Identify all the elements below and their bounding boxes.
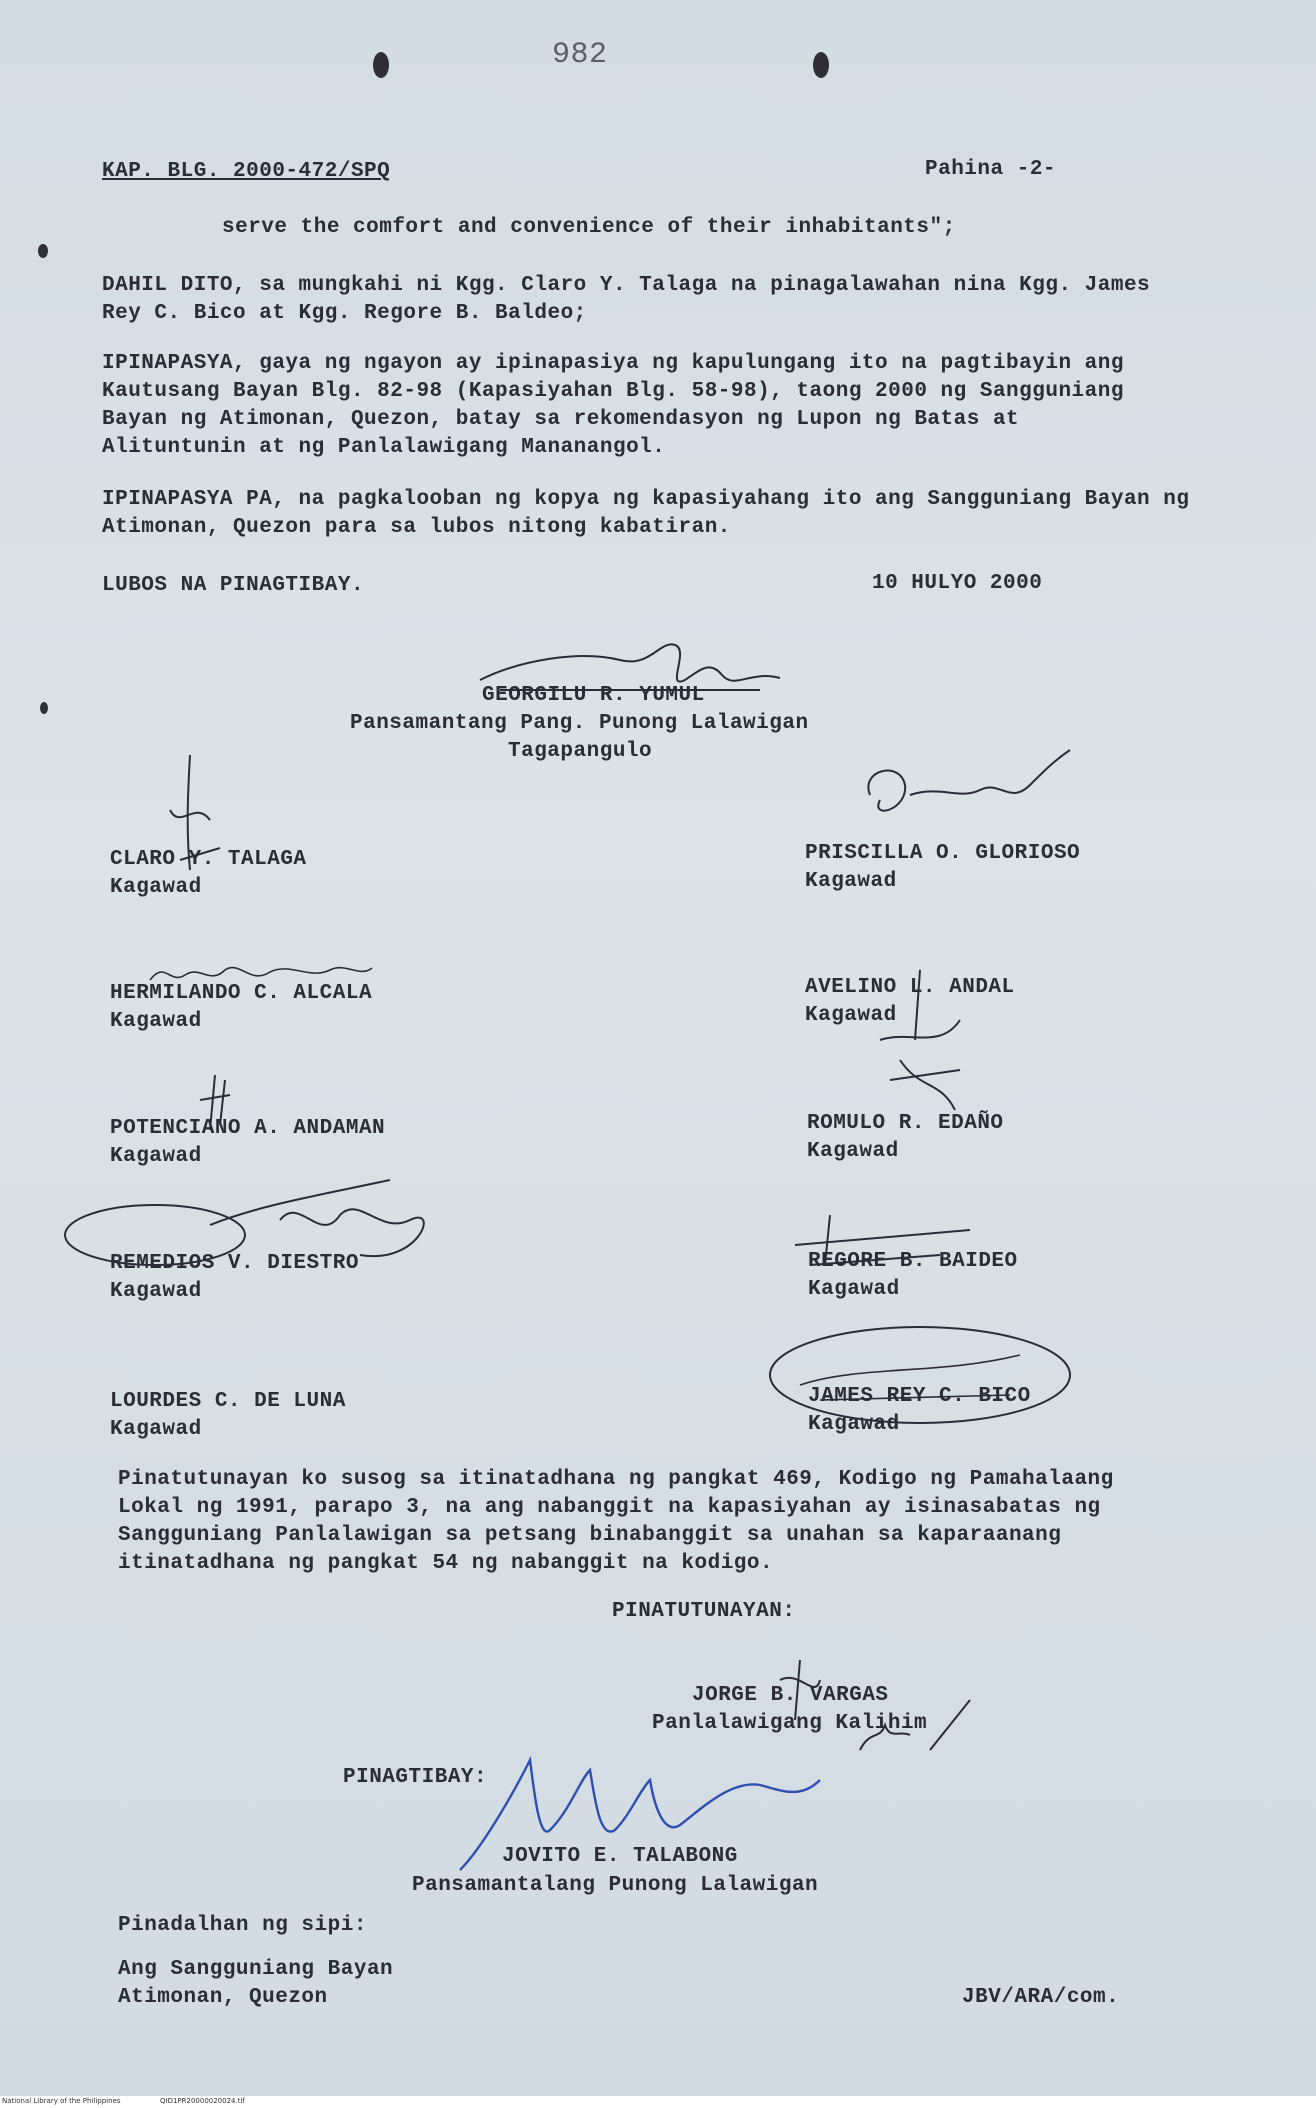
punch-hole-right (813, 52, 829, 78)
copy-recipient-line2: Atimonan, Quezon (118, 1986, 328, 2009)
member-role: Kagawad (805, 1004, 897, 1027)
member-name: PRISCILLA O. GLORIOSO (805, 842, 1081, 865)
certification-paragraph: Pinatutunayan ko susog sa itinatadhana ng pangkat 469, Kodigo ng Pamahalaang Lokal ng 1991, parapo 3, na ang nabanggit na kapasiyahan ay isinasabatas ng Sangguniang Panlalawigan sa petsang binabanggit sa unahan sa kaparaanang itinatadhana ng pangkat 54 ng nabanggit na kodigo. (118, 1468, 1114, 1575)
typist-initials: JBV/ARA/com. (962, 1986, 1120, 2009)
member-name: AVELINO L. ANDAL (805, 976, 1015, 999)
approved-title: Pansamantalang Punong Lalawigan (412, 1874, 819, 1897)
copy-furnished-label: Pinadalhan ng sipi: (118, 1914, 367, 1937)
page-label: Pahina -2- (925, 158, 1057, 181)
member-role: Kagawad (110, 876, 202, 899)
member-role: Kagawad (808, 1413, 900, 1436)
approval-label: LUBOS NA PINAGTIBAY. (102, 574, 365, 597)
paragraph-dahil-dito: DAHIL DITO, sa mungkahi ni Kgg. Claro Y. Talaga na pinagalawahan nina Kgg. James Rey C. Bico at Kgg. Regore B. Baldeo; (102, 274, 1151, 325)
footer-source: National Library of the Philippines (2, 2097, 121, 2105)
approved-label: PINAGTIBAY: (343, 1766, 488, 1789)
approved-name: JOVITO E. TALABONG (502, 1845, 738, 1868)
punch-hole-left (373, 52, 389, 78)
paragraph-ipinapasya: IPINAPASYA, gaya ng ngayon ay ipinapasiya ng kapulungang ito na pagtibayin ang Kautusang Bayan Blg. 82-98 (Kapasiyahan Blg. 58-98), taong 2000 ng Sangguniang Bayan ng Atimonan, Quezon, batay sa rekomendasyon ng Lupon ng Batas at Alituntunin at ng Panlalawigang Mananangol. (102, 352, 1124, 459)
footer-filename: QID1PR20000020024.tif (160, 2097, 245, 2105)
page-number: 982 (552, 38, 608, 72)
member-name: HERMILANDO C. ALCALA (110, 982, 373, 1005)
presiding-name: GEORGILU R. YUMUL (482, 684, 705, 707)
presiding-title: Pansamantang Pang. Punong Lalawigan (350, 712, 809, 735)
punch-hole-margin-top (38, 244, 48, 258)
member-role: Kagawad (808, 1278, 900, 1301)
member-name: CLARO Y. TALAGA (110, 848, 307, 871)
attest-title: Panlalawigang Kalihim (652, 1712, 928, 1735)
member-role: Kagawad (110, 1145, 202, 1168)
punch-hole-margin-mid (40, 702, 48, 714)
member-name: JAMES REY C. BICO (808, 1385, 1031, 1408)
scan-footer (0, 2096, 1316, 2108)
paragraph-ipinapasya-pa: IPINAPASYA PA, na pagkalooban ng kopya ng kapasiyahang ito ang Sangguniang Bayan ng Atimonan, Quezon para sa lubos nitong kabatiran. (102, 488, 1190, 539)
member-name: REGORE B. BAIDEO (808, 1250, 1018, 1273)
attest-label: PINATUTUNAYAN: (612, 1600, 796, 1623)
signature-baideo (790, 1205, 980, 1285)
attest-name: JORGE B. VARGAS (692, 1684, 889, 1707)
approval-date: 10 HULYO 2000 (872, 572, 1043, 595)
signature-glorioso (850, 740, 1080, 840)
resolution-number: KAP. BLG. 2000-472/SPQ (102, 160, 391, 183)
presiding-role: Tagapangulo (508, 740, 653, 763)
intro-line: serve the comfort and convenience of their inhabitants"; (222, 216, 956, 239)
member-name: ROMULO R. EDAÑO (807, 1112, 1004, 1135)
copy-recipient-line1: Ang Sangguniang Bayan (118, 1958, 394, 1981)
member-role: Kagawad (110, 1418, 202, 1441)
member-name: POTENCIANO A. ANDAMAN (110, 1117, 386, 1140)
member-name: LOURDES C. DE LUNA (110, 1390, 346, 1413)
member-name: REMEDIOS V. DIESTRO (110, 1252, 359, 1275)
member-role: Kagawad (110, 1010, 202, 1033)
member-role: Kagawad (805, 870, 897, 893)
member-role: Kagawad (807, 1140, 899, 1163)
member-role: Kagawad (110, 1280, 202, 1303)
